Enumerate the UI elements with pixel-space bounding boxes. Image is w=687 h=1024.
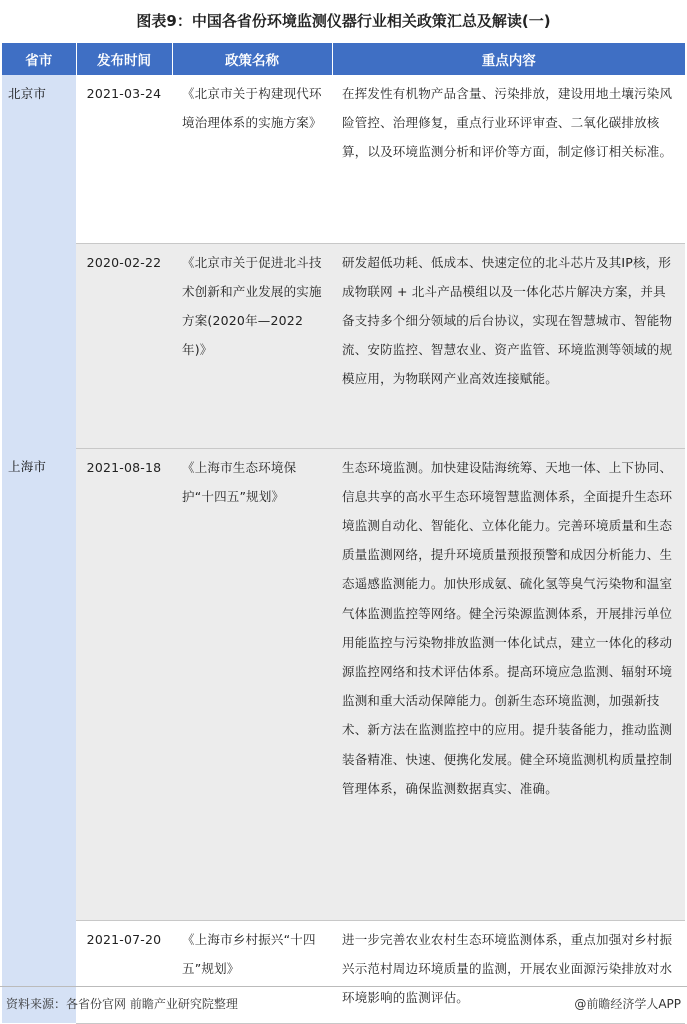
brand-credit: @前瞻经济学人APP xyxy=(574,997,681,1011)
header-row xyxy=(2,43,685,75)
content-cell: 在挥发性有机物产品含量、污染排放，建设用地土壤污染风险管控、治理修复，重点行业环评审查、二氧化碳排放核算，以及环境监测分析和评价等方面，制定修订相关标准。 xyxy=(332,75,685,243)
date-cell: 2021-07-20 xyxy=(76,920,172,1023)
table-row xyxy=(2,243,685,448)
policy-name-cell: 《上海市乡村振兴“十四五”规划》 xyxy=(172,920,332,1023)
source-note: 资料来源：各省份官网 前瞻产业研究院整理 xyxy=(6,997,238,1011)
policy-name-cell: 《北京市关于促进北斗技术创新和产业发展的实施方案(2020年—2022年)》 xyxy=(172,243,332,448)
content-cell: 研发超低功耗、低成本、快速定位的北斗芯片及其IP核，形成物联网 + 北斗产品模组以及一体化芯片解决方案，并具备支持多个细分领域的后台协议，实现在智慧城市、智能物流、安防监控、智慧农业、资产监管、环境监测等领域的规模应用，为物联网产业高效连接赋能。 xyxy=(332,243,685,448)
date-cell: 2020-02-22 xyxy=(76,243,172,448)
chart-title: 图表9：中国各省份环境监测仪器行业相关政策汇总及解读(一) xyxy=(136,12,551,30)
policy-name-cell: 《上海市生态环境保护“十四五”规划》 xyxy=(172,448,332,920)
province-cell: 上海市 xyxy=(2,448,76,1023)
footer xyxy=(0,986,687,1022)
table-row xyxy=(2,448,685,920)
header-province: 省市 xyxy=(2,43,76,75)
table-row xyxy=(2,75,685,243)
date-cell: 2021-08-18 xyxy=(76,448,172,920)
policy-name-cell: 《北京市关于构建现代环境治理体系的实施方案》 xyxy=(172,75,332,243)
header-policy-name: 政策名称 xyxy=(172,43,332,75)
province-cell: 北京市 xyxy=(2,75,76,448)
date-cell: 2021-03-24 xyxy=(76,75,172,243)
header-key-content: 重点内容 xyxy=(332,43,685,75)
policy-table xyxy=(2,43,685,1024)
content-cell: 进一步完善农业农村生态环境监测体系，重点加强对乡村振兴示范村周边环境质量的监测，开展农业面源污染排放对水环境影响的监测评估。 xyxy=(332,920,685,1023)
header-date: 发布时间 xyxy=(76,43,172,75)
content-cell: 生态环境监测。加快建设陆海统筹、天地一体、上下协同、信息共享的高水平生态环境智慧监测体系，全面提升生态环境监测自动化、智能化、立体化能力。完善环境质量和生态质量监测网络，提升环境质量预报预警和成因分析能力、生态遥感监测能力。加快形成氨、硫化氢等臭气污染物和温室气体监测监控等网络。健全污染源监测体系，开展排污单位用能监控与污染物排放监测一体化试点，建立一体化的移动源监控网络和技术评估体系。提高环境应急监测、辐射环境监测和重大活动保障能力。创新生态环境监测，加强新技术、新方法在监测监控中的应用。提升装备能力，推动监测装备精准、快速、便携化发展。健全环境监测机构质量控制管理体系，确保监测数据真实、准确。 xyxy=(332,448,685,920)
